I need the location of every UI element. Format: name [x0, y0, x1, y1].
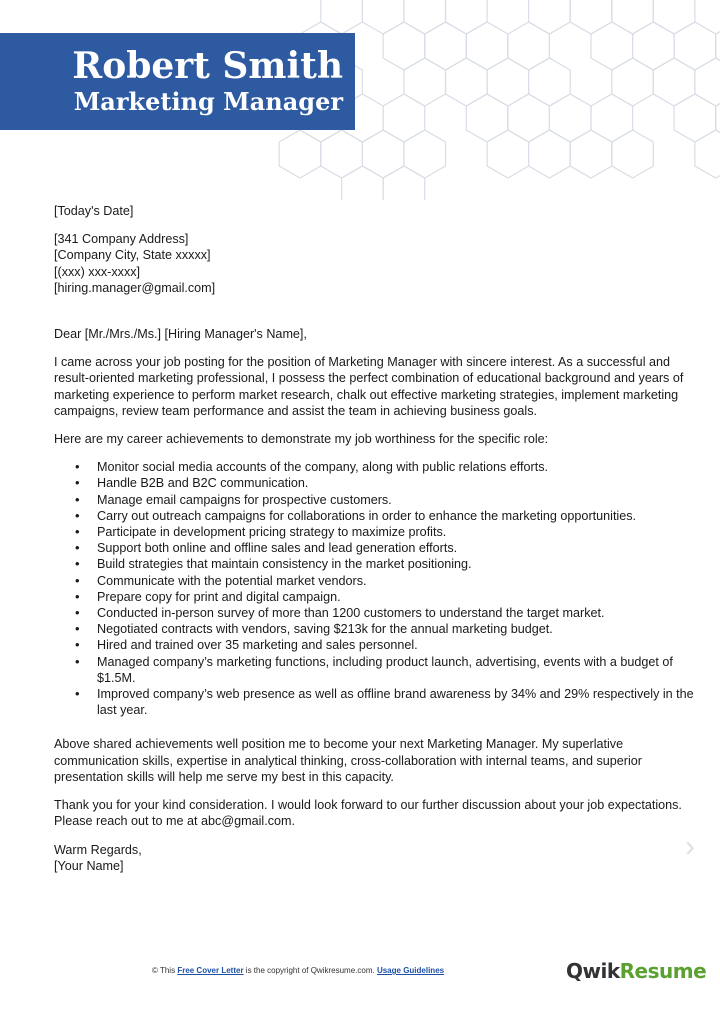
copyright-notice: © This Free Cover Letter is the copyright of Qwikresume.com. Usage Guidelines	[152, 966, 445, 975]
hexagon-shape	[612, 0, 654, 34]
candidate-job-title: Marketing Manager	[73, 87, 343, 116]
logo-part-resume: Resume	[619, 959, 707, 983]
closing-paragraph: Above shared achievements well position me to become your next Marketing Manager. My superlative communication skills, expertise in analytical thinking, cross-collaboration with internal teams, and superior presentation skills will help me serve my best in this capacity.	[54, 737, 642, 784]
list-item: • Support both online and offline sales and lead generation efforts.	[97, 540, 694, 556]
free-cover-letter-link[interactable]: Free Cover Letter	[177, 966, 244, 975]
hexagon-shape	[362, 0, 404, 34]
list-item: • Monitor social media accounts of the company, along with public relations efforts.	[97, 459, 694, 475]
list-item: • Build strategies that maintain consistency in the market positioning.	[97, 556, 694, 572]
hexagon-shape	[591, 94, 633, 142]
list-item: • Managed company’s marketing functions, including product launch, advertising, events with a budget of $1.5M.	[97, 654, 694, 686]
chevron-right-icon[interactable]: ›	[685, 830, 695, 863]
hexagon-shape	[321, 0, 363, 34]
header-banner	[0, 33, 355, 130]
hexagon-shape	[612, 58, 654, 106]
hexagon-shape	[695, 58, 720, 106]
hexagon-shape	[279, 130, 321, 178]
hexagon-shape	[404, 130, 446, 178]
hexagon-shape	[508, 94, 550, 142]
hexagon-shape	[404, 0, 446, 34]
hexagon-shape	[342, 166, 384, 200]
hexagon-shape	[570, 0, 612, 34]
hexagon-shape	[570, 130, 612, 178]
list-item: • Participate in development pricing strategy to maximize profits.	[97, 524, 694, 540]
hexagon-shape	[529, 58, 571, 106]
address-line: [Company City, State xxxxx]	[54, 248, 211, 263]
address-line: [hiring.manager@gmail.com]	[54, 280, 216, 295]
hexagon-shape	[716, 22, 720, 70]
list-item: • Communicate with the potential market vendors.	[97, 573, 694, 589]
list-item: • Carry out outreach campaigns for collaborations in order to enhance the marketing opportunities.	[97, 508, 694, 524]
hexagon-shape	[466, 22, 508, 70]
thanks-paragraph: Thank you for your kind consideration. I would look forward to our further discussion about your job expectations. Please reach out to me at abc@gmail.com.	[54, 798, 682, 829]
hexagon-shape	[383, 22, 425, 70]
letter-body	[54, 203, 694, 874]
hexagon-shape	[362, 130, 404, 178]
hexagon-shape	[612, 130, 654, 178]
hexagon-shape	[425, 22, 467, 70]
hexagon-shape	[404, 58, 446, 106]
hexagon-shape	[321, 130, 363, 178]
hexagon-shape	[508, 22, 550, 70]
list-item: • Improved company’s web presence as well as offline brand awareness by 34% and 29% respectively in the last year.	[97, 686, 694, 718]
hexagon-shape	[549, 94, 591, 142]
list-item: • Handle B2B and B2C communication.	[97, 475, 694, 491]
list-item: • Manage email campaigns for prospective customers.	[97, 492, 694, 508]
hexagon-shape	[653, 0, 695, 34]
qwikresume-logo[interactable]	[566, 959, 706, 983]
hexagon-shape	[446, 58, 488, 106]
logo-part-qwik: Qwik	[566, 959, 620, 983]
hexagon-shape	[529, 0, 571, 34]
hexagon-shape	[529, 130, 571, 178]
hexagon-shape	[716, 94, 720, 142]
hexagon-shape	[487, 130, 528, 178]
hexagon-shape	[383, 166, 425, 200]
usage-guidelines-link[interactable]: Usage Guidelines	[376, 966, 445, 975]
hexagon-shape	[674, 94, 716, 142]
address-line: [(xxx) xxx-xxxx]	[54, 264, 141, 279]
signoff: Warm Regards,	[54, 842, 142, 857]
list-item: • Hired and trained over 35 marketing and sales personnel.	[97, 637, 694, 653]
hexagon-shape	[674, 22, 716, 70]
hexagon-shape	[383, 94, 425, 142]
hexagon-shape	[591, 22, 633, 70]
page-footer	[0, 959, 720, 983]
list-item: • Conducted in-person survey of more than 1200 customers to understand the target market.	[97, 605, 694, 621]
candidate-name: Robert Smith	[72, 45, 343, 87]
letter-date: [Today's Date]	[54, 204, 134, 218]
hexagon-shape	[466, 94, 508, 142]
signature: [Your Name]	[54, 858, 124, 873]
hexagon-shape	[633, 22, 675, 70]
achievements-list	[54, 459, 694, 718]
list-item: • Prepare copy for print and digital campaign.	[97, 589, 694, 605]
salutation: Dear [Mr./Mrs./Ms.] [Hiring Manager's Name],	[54, 327, 307, 342]
list-item: • Negotiated contracts with vendors, saving $213k for the annual marketing budget.	[97, 621, 694, 637]
hexagon-shape	[695, 130, 720, 178]
hexagon-shape	[446, 0, 488, 34]
achievements-intro: Here are my career achievements to demonstrate my job worthiness for the specific role:	[54, 432, 549, 447]
hexagon-shape	[653, 58, 695, 106]
intro-paragraph: I came across your job posting for the position of Marketing Manager with sincere interest. As a successful and result-oriented marketing professional, I possess the perfect combination of educational background and years of marketing experience to perform market research, chalk out effective marketing strategies, implement marketing campaigns, review team performance and assist the team in achieving business goals.	[54, 355, 684, 418]
recipient-address	[54, 231, 694, 296]
hexagon-shape	[487, 58, 528, 106]
address-line: [341 Company Address]	[54, 232, 189, 247]
